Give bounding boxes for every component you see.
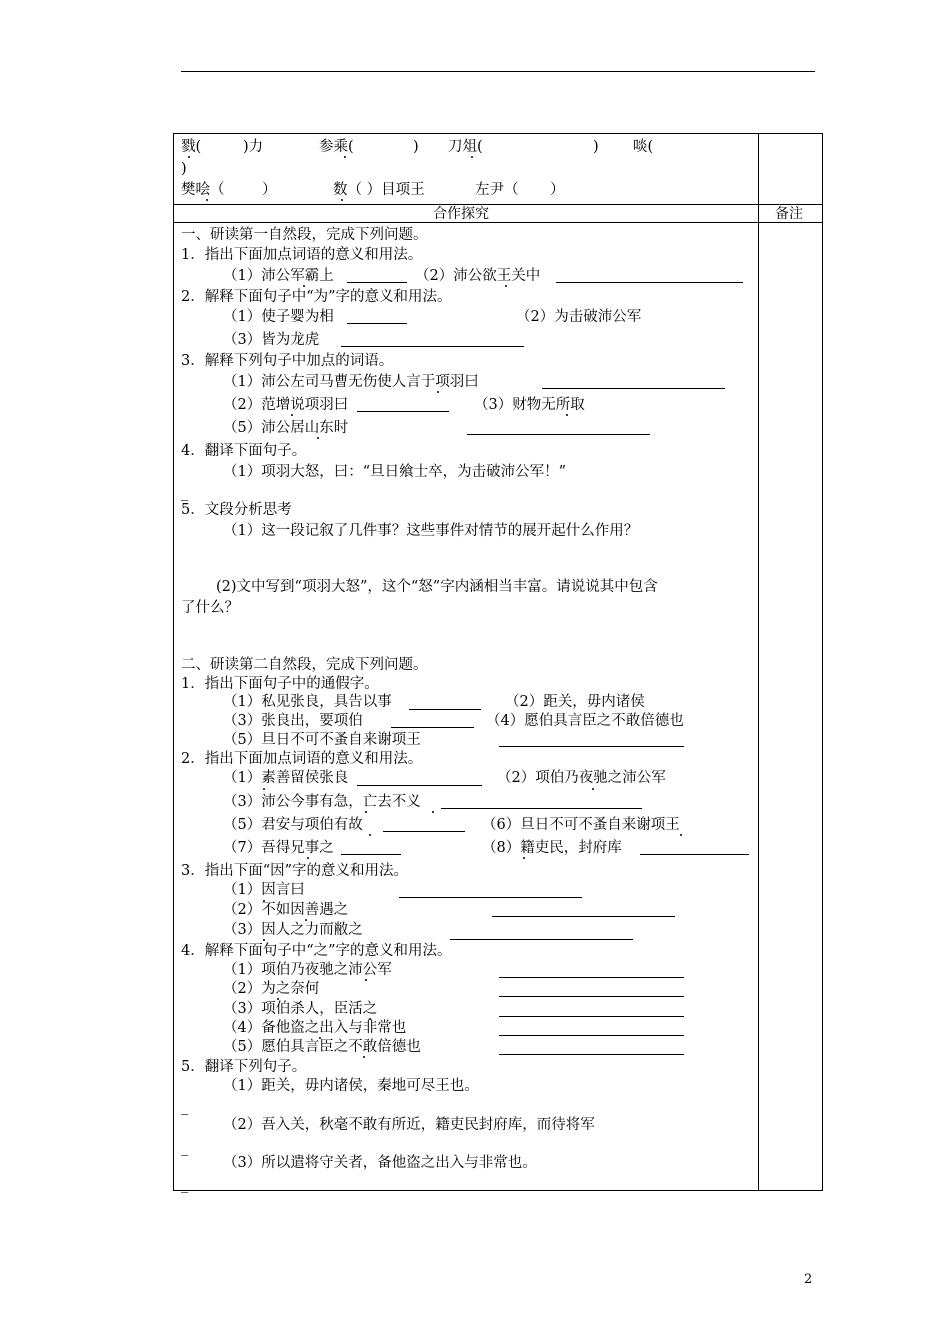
answer-line-mark: _ — [181, 1177, 189, 1193]
s2-q4-item5: （5）愿伯具言臣之不敢倍德也 — [223, 1039, 421, 1055]
s2-q1-item4: （4）愿伯具言臣之不敢倍德也 — [486, 713, 684, 729]
vocab-2-open: 参乘( — [319, 139, 354, 155]
answer-blank[interactable] — [499, 977, 684, 978]
s2-q2-item6: （7）吾得兄事之 — [223, 840, 334, 856]
s1-q2-item1: （1）使子婴为相 — [223, 309, 334, 325]
s1-q1-item2: （2）沛公欲王关中 — [415, 268, 541, 284]
s1-q4-item1: （1）项羽大怒，曰：“旦日飨士卒，为击破沛公军！” — [223, 464, 567, 480]
s1-q3-item2: （2）范增说项羽曰 — [223, 397, 349, 413]
answer-blank[interactable] — [441, 808, 642, 809]
vocab-5-close: ） — [262, 182, 277, 198]
answer-blank[interactable] — [341, 346, 524, 347]
emphasis-dot — [437, 391, 439, 393]
s2-q4-title: 4．解释下面句子中“之”字的意义和用法。 — [181, 943, 452, 959]
s2-q3-title: 3．指出下面“因”字的意义和用法。 — [181, 863, 409, 879]
emphasis-dot — [369, 834, 371, 836]
answer-blank[interactable] — [467, 434, 650, 435]
answer-blank[interactable] — [499, 1054, 684, 1055]
s2-q5-item2: （2）吾入关，秋毫不敢有所近，籍吏民封府库，而待将军 — [223, 1117, 595, 1133]
s2-q2-item1: （1）素善留侯张良 — [223, 770, 349, 786]
answer-blank[interactable] — [556, 282, 743, 283]
s2-q1-item5: （5）旦日不可不蚤自来谢项王 — [223, 732, 421, 748]
emphasis-dot — [303, 285, 305, 287]
s1-q3-title: 3．解释下列句子中加点的词语。 — [181, 353, 394, 369]
emphasis-dot — [263, 939, 265, 941]
s1-q3-item3: （3）财物无所取 — [474, 397, 585, 413]
answer-blank[interactable] — [347, 323, 407, 324]
s2-q5-item3: （3）所以遣将守关者，备他盗之出入与非常也。 — [223, 1155, 537, 1171]
vocab-5-open: 樊哙（ — [181, 182, 225, 198]
emphasis-dot — [365, 979, 367, 981]
emphasis-dot — [432, 811, 434, 813]
emphasis-dot — [471, 156, 473, 158]
vocab-3-close: ) — [593, 139, 599, 155]
section-2-title: 二、研读第二自然段，完成下列问题。 — [181, 657, 428, 673]
s1-q5-item2-line1: (2)文中写到“项羽大怒”，这个“怒”字内涵相当丰富。请说说其中包含 — [216, 579, 658, 595]
s2-q4-item4: （4）备他盗之出入与非常也 — [223, 1020, 407, 1036]
answer-blank[interactable] — [409, 709, 481, 710]
emphasis-dot — [523, 857, 525, 859]
answer-blank[interactable] — [391, 727, 474, 728]
s2-q2-item4: （5）君安与项伯有故 — [223, 817, 363, 833]
answer-blank[interactable] — [542, 388, 725, 389]
answer-blank[interactable] — [383, 831, 465, 832]
section-header: 合作探究 — [433, 206, 489, 222]
s2-q3-item3: （3）因人之力而敝之 — [223, 922, 363, 938]
emphasis-dot — [307, 857, 309, 859]
s1-q5-title: 5．文段分析思考 — [181, 502, 292, 518]
notes-header: 备注 — [775, 206, 803, 222]
answer-blank[interactable] — [499, 1016, 684, 1017]
answer-blank[interactable] — [341, 854, 401, 855]
emphasis-dot — [365, 811, 367, 813]
row-divider-1 — [173, 204, 823, 205]
answer-blank[interactable] — [357, 411, 449, 412]
emphasis-dot — [291, 414, 293, 416]
s1-q2-item3: （3）皆为龙虎 — [223, 332, 320, 348]
answer-blank[interactable] — [492, 916, 675, 917]
vocab-6: 数（ ）目项王 — [333, 182, 425, 198]
answer-blank[interactable] — [499, 1035, 684, 1036]
s2-q1-item2: （2）距关，毋内诸侯 — [505, 694, 645, 710]
vocab-4-open: 啖( — [633, 139, 654, 155]
s2-q5-item1: （1）距关，毋内诸侯，秦地可尽王也。 — [223, 1078, 479, 1094]
s1-q1-title: 1．指出下面加点词语的意义和用法。 — [181, 247, 423, 263]
vocab-1-close: )力 — [243, 139, 264, 155]
s2-q2-title: 2．指出下面加点词语的意义和用法。 — [181, 751, 423, 767]
section-1-title: 一、研读第一自然段，完成下列问题。 — [181, 227, 428, 243]
s1-q4-title: 4．翻译下面句子。 — [181, 443, 307, 459]
answer-blank[interactable] — [499, 996, 684, 997]
emphasis-dot — [263, 788, 265, 790]
s2-q1-title: 1．指出下面句子中的通假字。 — [181, 676, 379, 692]
s2-q4-item2: （2）为之奈何 — [223, 981, 320, 997]
emphasis-dot — [206, 199, 208, 201]
emphasis-dot — [592, 788, 594, 790]
s1-q3-item1: （1）沛公左司马曹无伤使人言于项羽曰 — [223, 374, 479, 390]
vocab-4-close: ) — [181, 161, 187, 177]
answer-blank[interactable] — [399, 897, 582, 898]
emphasis-dot — [344, 156, 346, 158]
answer-blank[interactable] — [347, 282, 407, 283]
s2-q3-item2: （2）不如因善遇之 — [223, 902, 349, 918]
s1-q2-item2: （2）为击破沛公军 — [516, 309, 642, 325]
emphasis-dot — [363, 1056, 365, 1058]
answer-line-mark: _ — [181, 1099, 189, 1115]
s2-q3-item1: （1）因言曰 — [223, 882, 305, 898]
vocab-7-close: ） — [550, 182, 565, 198]
s2-q4-item3: （3）项伯杀人，臣活之 — [223, 1001, 378, 1017]
s1-q1-item1: （1）沛公军霸上 — [223, 268, 334, 284]
s2-q2-item7: （8）籍吏民，封府库 — [482, 840, 622, 856]
answer-blank[interactable] — [357, 785, 482, 786]
row-divider-2 — [173, 222, 823, 223]
emphasis-dot — [566, 414, 568, 416]
vocab-3-open: 刀俎( — [448, 139, 483, 155]
notes-column-divider — [758, 133, 759, 1191]
emphasis-dot — [680, 834, 682, 836]
s2-q5-title: 5．翻译下列句子。 — [181, 1059, 307, 1075]
emphasis-dot — [341, 199, 343, 201]
vocab-1-open: 戮( — [181, 139, 202, 155]
s2-q2-item3: （3）沛公今事有急，亡去不义 — [223, 794, 421, 810]
answer-line-mark: _ — [181, 485, 189, 501]
answer-blank[interactable] — [640, 854, 749, 855]
page-number: 2 — [804, 1272, 813, 1287]
s2-q1-item1: （1）私见张良，具告以事 — [223, 694, 392, 710]
emphasis-dot — [317, 437, 319, 439]
s2-q4-item1: （1）项伯乃夜驰之沛公军 — [223, 962, 392, 978]
s2-q2-item2: （2）项伯乃夜驰之沛公军 — [497, 770, 666, 786]
emphasis-dot — [188, 156, 190, 158]
s1-q5-item2-line2: 了什么？ — [181, 600, 239, 616]
answer-blank[interactable] — [450, 939, 633, 940]
vocab-2-close: ) — [413, 139, 419, 155]
answer-line-mark: _ — [181, 1140, 189, 1156]
s1-q3-item4: （5）沛公居山东时 — [223, 420, 349, 436]
answer-blank[interactable] — [499, 746, 684, 747]
s1-q2-title: 2．解释下面句子中“为”字的意义和用法。 — [181, 289, 452, 305]
header-rule — [181, 71, 815, 72]
s1-q5-item1: （1）这一段记叙了几件事？这些事件对情节的展开起什么作用？ — [223, 523, 639, 539]
s2-q2-item5: （6）旦日不可不蚤自来谢项王 — [482, 817, 680, 833]
vocab-7-open: 左尹（ — [475, 182, 519, 198]
emphasis-dot — [505, 285, 507, 287]
s2-q1-item3: （3）张良出，要项伯 — [223, 713, 363, 729]
